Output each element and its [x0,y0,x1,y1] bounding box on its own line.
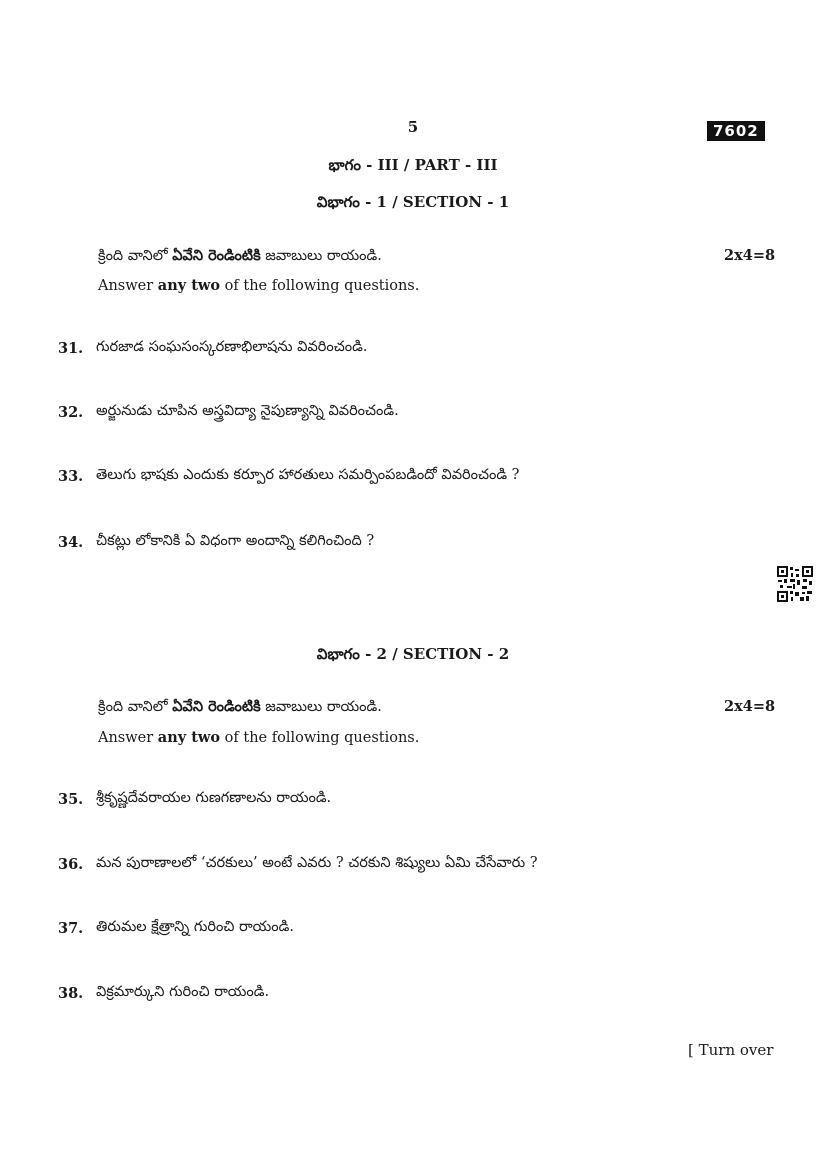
question-number: 37. [58,920,84,937]
turn-over-note: [ Turn over [688,1041,774,1059]
question-text: మన పురాణాలలో ‘చరకులు’ అంటే ఎవరు ? చరకుని శిష్యులు ఏమి చేసేవారు ? [96,855,538,871]
question-text: శ్రీకృష్ణదేవరాయల గుణగణాలను రాయండి. [96,790,332,806]
section-1-marks: 2x4=8 [724,247,776,264]
question-number: 38. [58,985,84,1002]
section-1-instruction-telugu: క్రింది వానిలో ఏవేని రెండింటికి జవాబులు రాయండి. [98,247,382,264]
question-number: 34. [58,534,84,551]
question-text: విక్రమార్కుని గురించి రాయండి. [96,984,270,1000]
section-2-title: విభాగం - 2 / SECTION - 2 [316,645,510,663]
question-text: తిరుమల క్షేత్రాన్ని గురించి రాయండి. [96,919,294,935]
question-number: 32. [58,404,84,421]
section-1-title: విభాగం - 1 / SECTION - 1 [316,193,510,211]
qr-code-icon [776,565,814,603]
question-number: 31. [58,340,84,357]
section-2-instruction-telugu: క్రింది వానిలో ఏవేని రెండింటికి జవాబులు రాయండి. [98,698,382,715]
question-number: 36. [58,856,84,873]
section-2-marks: 2x4=8 [724,698,776,715]
section-2-instruction-english: Answer any two of the following questions. [98,729,420,746]
question-text: తెలుగు భాషకు ఎందుకు కర్పూర హారతులు సమర్పింపబడిందో వివరించండి ? [96,467,520,483]
page-number: 5 [407,118,419,136]
question-number: 33. [58,468,84,485]
paper-code-badge: 7602 [707,121,765,141]
question-text: గురజాడ సంఘసంస్కరణాభిలాషను వివరించండి. [96,339,368,355]
question-text: చీకట్లు లోకానికి ఏ విధంగా అందాన్ని కలిగించింది ? [96,533,375,549]
part-title: భాగం - III / PART - III [328,156,498,174]
section-1-instruction-english: Answer any two of the following questions. [98,277,420,294]
question-text: అర్జునుడు చూపిన అస్త్రవిద్యా నైపుణ్యాన్ని వివరించండి. [96,403,399,419]
question-number: 35. [58,791,84,808]
